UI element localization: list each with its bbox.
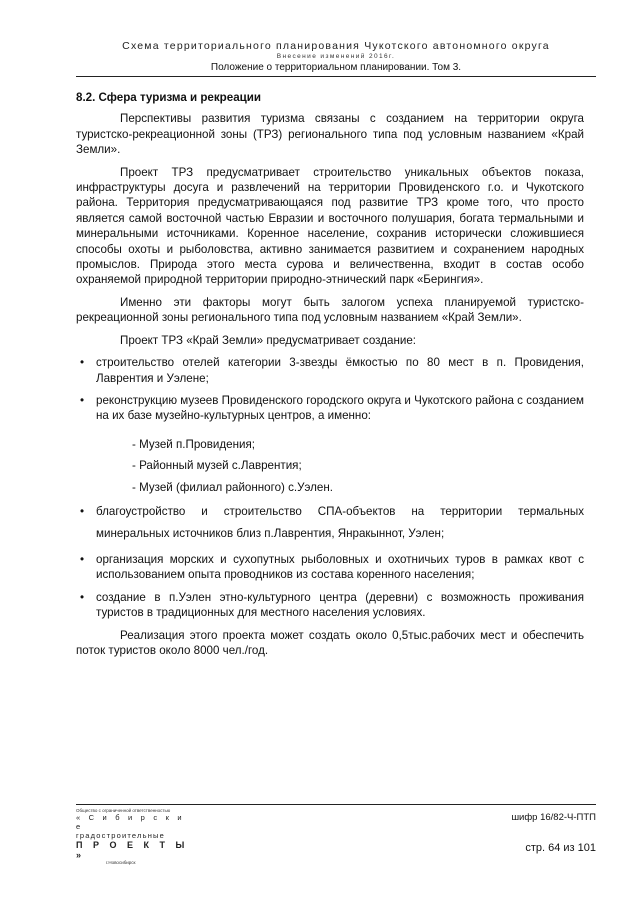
document-cipher: шифр 16/82-Ч-ПТП <box>511 812 596 823</box>
bullet-icon: • <box>80 504 85 518</box>
paragraph: Проект ТРЗ «Край Земли» предусматривает создание: <box>120 333 417 347</box>
list-item <box>76 393 584 424</box>
list-item-text: реконструкцию музеев Провиденского городского округа и Чукотского района с созданием на их базе музейно-культурных центров, а именно: <box>96 393 585 423</box>
list-item <box>76 590 584 621</box>
section-title: 8.2. Сфера туризма и рекреации <box>76 91 262 104</box>
logo-line-1: « С и б и р с к и е <box>76 813 185 831</box>
bullet-icon: • <box>80 552 85 566</box>
footer-rule <box>76 804 596 805</box>
logo-line-3: П Р О Е К Т Ы » <box>76 840 189 860</box>
sublist-item: - Музей (филиал районного) с.Уэлен. <box>132 480 334 494</box>
list-item-text: благоустройство и строительство СПА-объектов на территории термальных минеральных источников близ п.Лаврентия, Янракыннот, Уэлен; <box>96 504 584 540</box>
list-item <box>76 501 584 545</box>
header-rule <box>76 76 596 77</box>
list-item-text: строительство отелей категории 3-звезды ёмкостью по 80 мест в п. Провидения, Лаврентия и Уэлене; <box>96 356 584 385</box>
paragraph: Именно эти факторы могут быть залогом успеха планируемой туристско-рекреационной зоны регионального типа под условным названием «Край Земли». <box>76 295 584 325</box>
company-logo <box>76 808 196 865</box>
header-volume: Положение о территориальном планировании. Том 3. <box>210 62 462 73</box>
list-item <box>76 552 584 583</box>
paragraph: Проект ТРЗ предусматривает строительство уникальных объектов показа, инфраструктуры досуга и развлечений на территории Провиденского г.о. и Чукотского района. Территория предусматривающаяся под развитие ТРЗ кроме того, что просто является самой восточной частью Евразии и восточного полушария, богата термальными и минеральными источниками. Коренное население, сохранив исторически сложившиеся способы охоты и рыболовства, активно занимается развитием и сохранением народных промыслов. Природа этого места сурова и величественна, входит в состав особо охраняемой природной территории природно-этнический парк «Берингия». <box>76 165 584 287</box>
bullet-icon: • <box>80 590 85 604</box>
logo-line-2: градостроительные <box>76 831 166 840</box>
header-subtitle: Внесение изменений 2016г. <box>276 53 396 60</box>
header-title: Схема территориального планирования Чукотского автономного округа <box>122 40 550 52</box>
sublist-item: - Районный музей с.Лаврентия; <box>132 459 302 473</box>
paragraph: Перспективы развития туризма связаны с созданием на территории округа туристско-рекреационной зоны (ТРЗ) регионального типа под условным названием «Край Земли». <box>76 112 584 157</box>
sublist-item: - Музей п.Провидения; <box>132 437 255 451</box>
page-number: стр. 64 из 101 <box>525 842 596 854</box>
bullet-icon: • <box>80 393 85 407</box>
list-item-text: создание в п.Уэлен этно-культурного центра (деревни) с возможность проживания туристов в традиционных для местного населения условиях. <box>96 590 584 620</box>
document-body <box>76 90 584 665</box>
logo-city: г.Новосибирск <box>106 860 136 865</box>
list-item <box>76 355 584 386</box>
list-item-text: организация морских и сухопутных рыболовных и охотничьих туров в рамках квот с использованием опыта проводников из состава коренного населения; <box>96 552 584 582</box>
closing-paragraph: Реализация этого проекта может создать около 0,5тыс.рабочих мест и обеспечить поток туристов около 8000 чел./год. <box>76 628 584 657</box>
logo-org-type: Общество с ограниченной ответственностью <box>76 808 171 813</box>
bullet-icon: • <box>80 356 85 370</box>
